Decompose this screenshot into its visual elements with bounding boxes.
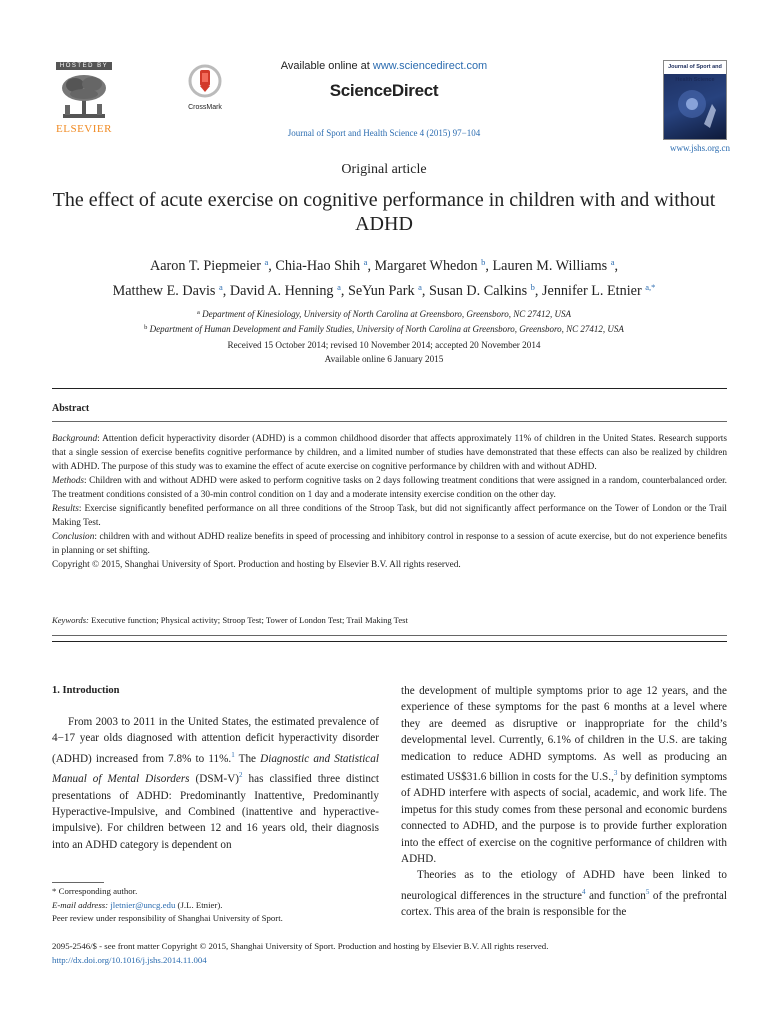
affiliation-ref[interactable]: a (418, 282, 422, 292)
abstract-heading: Abstract (52, 403, 90, 414)
text-run: Theories as to the etiology of ADHD have been linked to neurological differences in the structure (401, 869, 727, 902)
text-run: of the prefrontal cortex. This area of the brain is responsible for the (401, 889, 727, 919)
affiliation-a (20, 306, 748, 321)
affiliation-text: Department of Kinesiology, University of North Carolina at Greensboro, Greensboro, NC 27412, USA (202, 309, 571, 319)
divider (52, 635, 727, 636)
author-name[interactable]: Margaret Whedon (374, 258, 478, 274)
article-dates (0, 338, 768, 366)
keywords (52, 615, 727, 625)
author-name[interactable]: Aaron T. Piepmeier (149, 258, 261, 274)
article-type: Original article (341, 162, 427, 177)
affiliation-ref[interactable]: a (264, 257, 269, 267)
author-name[interactable]: Lauren M. Williams (492, 258, 608, 274)
affiliation-b (20, 321, 748, 336)
affiliation-ref[interactable]: a (337, 282, 341, 292)
text-run: The (234, 752, 261, 765)
paragraph (401, 683, 727, 867)
email-note (52, 899, 382, 913)
reference-link[interactable]: 4 (581, 887, 586, 896)
affiliation-ref-corresponding[interactable]: a,* (645, 282, 656, 292)
affiliation-ref[interactable]: a (219, 282, 223, 292)
reference-link[interactable]: 1 (231, 750, 235, 759)
abstract-label: Results (52, 504, 79, 515)
abstract-text: : Exercise significantly benefited performance on all three conditions of the Stroop Task, but did not significantly affect performance on the Tower of London or the Trail Making Test. (52, 504, 727, 529)
affiliations (20, 306, 748, 336)
email-suffix: (J.L. Etnier). (175, 899, 223, 910)
abstract-text: : Children with and without ADHD were asked to perform cognitive tasks on 2 days following treatment conditions that were assigned in a random, counterbalanced order. The treatment conditions consisted of a 30-min control condition on 1 day and a moderate intensity exercise condition on the other day. (52, 476, 727, 501)
received-dates: Received 15 October 2014; revised 10 November 2014; accepted 20 November 2014 (227, 340, 541, 350)
paragraph (52, 714, 379, 853)
peer-review-note: Peer review under responsibility of Shanghai University of Sport. (52, 913, 283, 923)
journal-cover-image[interactable] (663, 60, 727, 140)
author-name[interactable]: David A. Henning (229, 283, 334, 299)
email-link[interactable]: jletnier@uncg.edu (110, 899, 176, 910)
abstract-methods (52, 474, 727, 502)
author-list: Aaron T. Piepmeier $^a$, Chia-Hao Shih $^a$, Margaret Whedon $^b$, Lauren M. Williams $^a$, Matthew E. Davis $^a$, David A. Henning $^a$, SeYun Park $^a$, Susan D. Calkins $^b$, Jennifer L. Etnier $^{a,*}$ (112, 257, 656, 299)
email-label: E-mail address: (52, 899, 109, 910)
footnotes (52, 885, 382, 926)
online-date: Available online 6 January 2015 (324, 354, 444, 364)
hosted-by-label: HOSTED BY (56, 62, 112, 70)
available-prefix: Available online at (280, 60, 373, 72)
sciencedirect-wordmark: ScienceDirect (329, 81, 439, 100)
page-footer (52, 940, 732, 967)
reference-link[interactable]: 2 (239, 771, 243, 780)
abstract-text: : children with and without ADHD realize benefits in speed of processing and inhibitory control in response to a session of acute exercise, but do not experience benefits in planning or set shifting. (52, 532, 727, 557)
affiliation-ref[interactable]: a (610, 257, 615, 267)
divider (52, 421, 727, 422)
corresponding-author-note: * Corresponding author. (52, 886, 138, 896)
abstract-background (52, 432, 727, 474)
abstract-body (52, 432, 727, 572)
text-run: (DSM-V) (189, 773, 240, 786)
text-run: the development of multiple symptoms prior to age 12 years, and the experience of these symptoms for the past 6 months at a level where they are deemed as disruptive or inappropriate for the child’s developmental level. Currently, 6.1% of children in the U.S. are taking medication to reduce ADHD symptoms. As well as producing an estimated US$31.6 billion in costs for the U.S., (401, 685, 727, 784)
journal-citation[interactable]: Journal of Sport and Health Science 4 (2015) 97−104 (287, 128, 481, 138)
text-run-italic: Diagnostic and Statistical Manual of Mental Disorders (52, 752, 379, 786)
sciencedirect-link[interactable]: www.sciencedirect.com (372, 60, 488, 72)
text-run: has classified three distinct presentations of ADHD: Predominantly Inattentive, Predominantly Hyperactive-Impulsive, and Combined (inattentive and hyperactive-impulsive). For children between 12 and 16 years old, their diagnosis into an ADHD category is dependent on (52, 773, 379, 851)
keywords-list: Executive function; Physical activity; Stroop Test; Tower of London Test; Trail Making Test (88, 615, 408, 625)
footnote-divider (52, 882, 104, 883)
abstract-conclusion (52, 530, 727, 558)
journal-url-link[interactable]: www.jshs.org.cn (670, 143, 730, 153)
abstract-copyright: Copyright © 2015, Shanghai University of Sport. Production and hosting by Elsevier B.V. All rights reserved. (52, 560, 461, 571)
author-name[interactable]: Susan D. Calkins (428, 283, 528, 299)
affiliation-key: b (144, 324, 148, 331)
abstract-label: Methods (52, 476, 85, 487)
divider (52, 388, 727, 389)
reference-link[interactable]: 5 (645, 887, 650, 896)
affiliation-key: a (197, 309, 200, 316)
affiliation-ref[interactable]: b (481, 257, 486, 267)
body-column-right (401, 683, 727, 921)
affiliation-ref[interactable]: a (363, 257, 368, 267)
body-column-left (52, 714, 379, 853)
doi-link[interactable]: http://dx.doi.org/10.1016/j.jshs.2014.11.004 (52, 954, 207, 965)
affiliation-text: Department of Human Development and Family Studies, University of North Carolina at Greensboro, Greensboro, NC 27412, USA (149, 324, 624, 334)
abstract-text: : Attention deficit hyperactivity disorder (ADHD) is a common childhood disorder that affects approximately 11% of children in the United States. Research supports that a single session of exercise benefits cognitive performance by children, and a limited number of studies have demonstrated that these effects can also be realized by children with ADHD. The purpose of this study was to examine the effect of acute exercise on cognitive performance by children with and without ADHD. (52, 434, 727, 473)
keywords-label: Keywords: (52, 615, 89, 625)
article-title: The effect of acute exercise on cognitive performance in children with and without ADHD (52, 189, 716, 235)
author-name[interactable]: Jennifer L. Etnier (542, 283, 642, 299)
cover-art-icon (664, 74, 726, 138)
author-name[interactable]: Chia-Hao Shih (275, 258, 361, 274)
available-online (0, 60, 768, 72)
crossmark-label: CrossMark (188, 104, 222, 111)
issn-copyright: 2095-2546/$ - see front matter Copyright © 2015, Shanghai University of Sport. Production and hosting by Elsevier B.V. All rights reserved. (52, 941, 549, 951)
text-run: and function (585, 889, 646, 902)
divider (52, 641, 727, 642)
text-run: From 2003 to 2011 in the United States, the estimated prevalence of 4−17 year olds diagnosed with attention deficit hyperactivity disorder (ADHD) increased from 7.8% to 11%. (52, 716, 379, 765)
affiliation-ref[interactable]: b (530, 282, 535, 292)
paragraph (401, 867, 727, 920)
text-run: by definition symptoms of ADHD interfere with aspects of social, academic, and work life. The impetus for this study comes from these personal and economic burdens connected to ADHD, and the purpose is to provide further exploration into the effect of exercise on the cognitive performance of children with ADHD. (401, 771, 728, 866)
abstract-label: Background (52, 434, 98, 444)
author-name[interactable]: Matthew E. Davis (112, 283, 216, 299)
author-name[interactable]: SeYun Park (347, 283, 415, 299)
elsevier-wordmark: ELSEVIER (56, 123, 112, 135)
abstract-results (52, 502, 727, 530)
abstract-label: Conclusion (52, 532, 95, 543)
reference-link[interactable]: 3 (613, 769, 618, 778)
cover-title: Journal of Sport and Health Science (664, 61, 726, 74)
section-heading: 1. Introduction (52, 685, 120, 696)
